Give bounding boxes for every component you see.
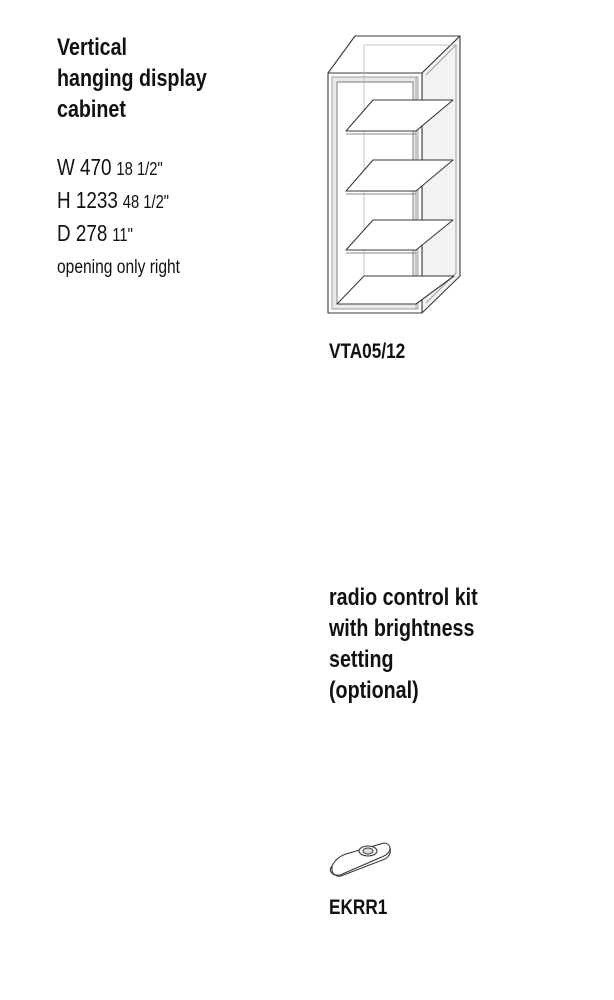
product-title-line: cabinet [57,96,126,123]
product-code: VTA05/12 [329,340,406,363]
product-title-line: Vertical [57,34,128,61]
accessory-title [329,582,510,706]
width-spec: W 470 18 1/2" [57,154,163,180]
height-spec: H 1233 48 1/2" [57,187,170,213]
accessory-title-line: setting [329,646,394,673]
product-title [57,32,240,125]
opening-note: opening only right [57,257,180,278]
product-title-line: hanging display [57,65,207,92]
accessory-code: EKRR1 [329,896,388,919]
product-specs [57,152,207,281]
accessory-title-line: radio control kit [329,584,478,611]
accessory-title-line: (optional) [329,677,419,704]
accessory-title-line: with brightness [329,615,475,642]
cabinet-illustration [326,33,466,316]
remote-control-illustration [326,838,396,880]
depth-spec: D 278 11" [57,220,133,246]
